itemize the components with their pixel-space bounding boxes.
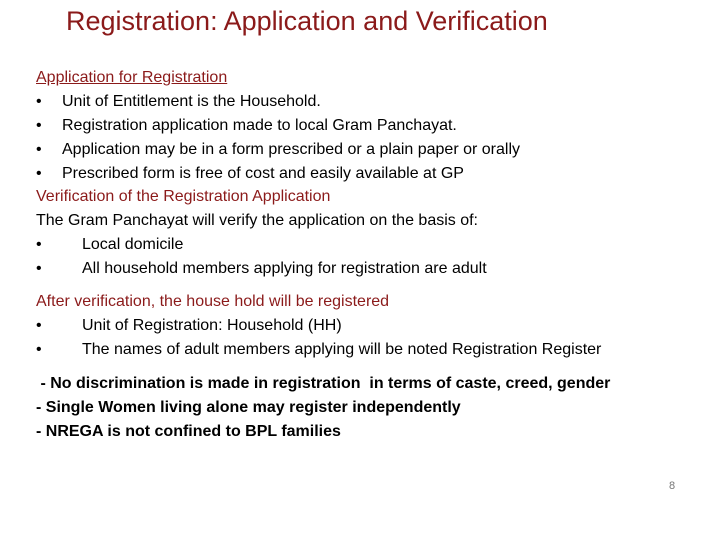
list-item [36,90,520,114]
notes-block [36,372,610,444]
bullet: • [36,141,42,158]
slide-title: Registration: Application and Verification [66,6,548,36]
section-heading: Verification of the Registration Application [36,188,331,205]
bullet: • [36,236,42,253]
list-item-text: Unit of Entitlement is the Household. [62,93,321,110]
list-item-text: The names of adult members applying will be noted Registration Register [82,341,602,358]
list-item [36,257,487,281]
bullet: • [36,317,42,334]
list-item-text: Registration application made to local Gram Panchayat. [62,117,457,134]
bullet: • [36,260,42,277]
note-line: - Single Women living alone may register independently [36,399,461,416]
list-item [36,338,601,362]
list-item-text: All household members applying for registration are adult [82,260,487,277]
list-item [36,162,520,186]
bullet: • [36,341,42,358]
section-application [36,66,520,186]
note-line: - No discrimination is made in registration in terms of caste, creed, gender [36,375,611,392]
list-item-text: Application may be in a form prescribed or a plain paper or orally [62,141,521,158]
section-heading: After verification, the house hold will be registered [36,293,390,310]
bullet: • [36,93,42,110]
bullet: • [36,165,42,182]
list-item [36,114,520,138]
list-item-text: Unit of Registration: Household (HH) [82,317,342,334]
section-verification [36,185,487,281]
list-item-text: Local domicile [82,236,184,253]
list-item [36,314,601,338]
note-line: - NREGA is not confined to BPL families [36,423,341,440]
list-item-text: Prescribed form is free of cost and easily available at GP [62,165,464,182]
section-intro: The Gram Panchayat will verify the application on the basis of: [36,212,478,229]
bullet: • [36,117,42,134]
section-after-verification [36,290,601,362]
list-item [36,233,487,257]
list-item [36,138,520,162]
section-heading: Application for Registration [36,69,228,86]
page-number: 8 [669,480,676,492]
